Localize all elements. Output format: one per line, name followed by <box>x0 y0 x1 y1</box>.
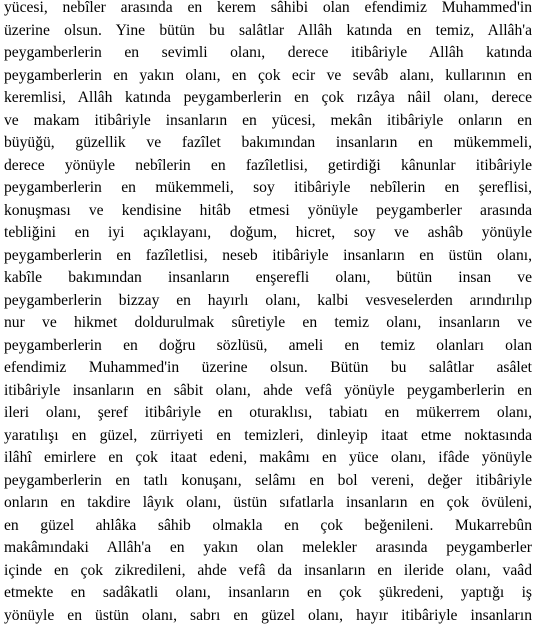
text-line-25: makâmındaki Allâh'a en yakın olan melekler arasında peygamberler <box>4 537 532 560</box>
text-line-11: tebliğini en iyi açıklayanı, doğum, hicret, soy ve ashâb yönüyle <box>4 222 532 245</box>
text-line-16: peygamberlerin en doğru sözlüsü, ameli en temiz olanları olan <box>4 335 532 358</box>
text-line-10: konuşması ve kendisine hitâb etmesi yönüyle peygamberler arasında <box>4 200 532 223</box>
text-line-19: ileri olanı, şeref itibâriyle en oturaklısı, tabiatı en mükerrem olanı, <box>4 402 532 425</box>
text-line-9: peygamberlerin en mükemmeli, soy itibâriyle nebîlerin en şereflisi, <box>4 177 532 200</box>
text-line-24: en güzel ahlâka sâhib olmakla en çok beğenileni. Mukarrebûn <box>4 515 532 538</box>
text-line-18: itibâriyle insanların en sâbit olanı, ahde vefâ yönüyle peygamberlerin en <box>4 380 532 403</box>
text-line-23: onların en takdire lâyık olanı, üstün sıfatlarla insanların en çok övüleni, <box>4 492 532 515</box>
text-line-12: peygamberlerin en fazîletlisi, neseb itibâriyle insanların en üstün olanı, <box>4 245 532 268</box>
text-line-13: kabîle bakımından insanların enşerefli olanı, bütün insan ve <box>4 267 532 290</box>
text-line-21: ilâhî emirlere en çok itaat edeni, makâmı en yüce olanı, ifâde yönüyle <box>4 447 532 470</box>
text-line-7: büyüğü, güzellik ve fazîlet bakımından insanların en mükemmeli, <box>4 132 532 155</box>
text-line-5: keremlisi, Allâh katında peygamberlerin en çok rızâya nâil olanı, derece <box>4 87 532 110</box>
text-line-22: peygamberlerin en tatlı konuşanı, selâmı en bol vereni, değer itibâriyle <box>4 470 532 493</box>
text-line-8: derece yönüyle nebîlerin en fazîletlisi, getirdiği kânunlar itibâriyle <box>4 155 532 178</box>
text-line-27: etmekte en sadâkatli olanı, insanların en çok şükredeni, yaptığı iş <box>4 582 532 605</box>
text-line-6: ve makam itibâriyle insanların en yücesi, mekân itibâriyle onların en <box>4 110 532 133</box>
text-line-15: nur ve hikmet doldurulmak sûretiyle en temiz olanı, insanların ve <box>4 312 532 335</box>
text-line-28: yönüyle en üstün olanı, sabrı en güzel olanı, hayır itibâriyle insanların <box>4 605 532 627</box>
document-page <box>4 0 532 585</box>
text-line-17: efendimiz Muhammed'in üzerine olsun. Bütün bu salâtlar asâlet <box>4 357 532 380</box>
text-line-4: peygamberlerin en yakın olanı, en çok ecir ve sevâb alanı, kullarının en <box>4 65 532 88</box>
text-line-1: yücesi, nebîler arasında en kerem sâhibi olan efendimiz Muhammed'in <box>4 0 532 20</box>
text-line-20: yaratılışı en güzel, zürriyeti en temizleri, dinleyip itaat etme noktasında <box>4 425 532 448</box>
text-line-2: üzerine olsun. Yine bütün bu salâtlar Allâh katında en temiz, Allâh'a <box>4 20 532 43</box>
text-line-26: içinde en çok zikredileni, ahde vefâ da insanların en ileride olanı, vaâd <box>4 560 532 583</box>
text-line-3: peygamberlerin en sevimli olanı, derece itibâriyle Allâh katında <box>4 42 532 65</box>
text-line-14: peygamberlerin bizzay en hayırlı olanı, kalbi vesveselerden arındırılıp <box>4 290 532 313</box>
